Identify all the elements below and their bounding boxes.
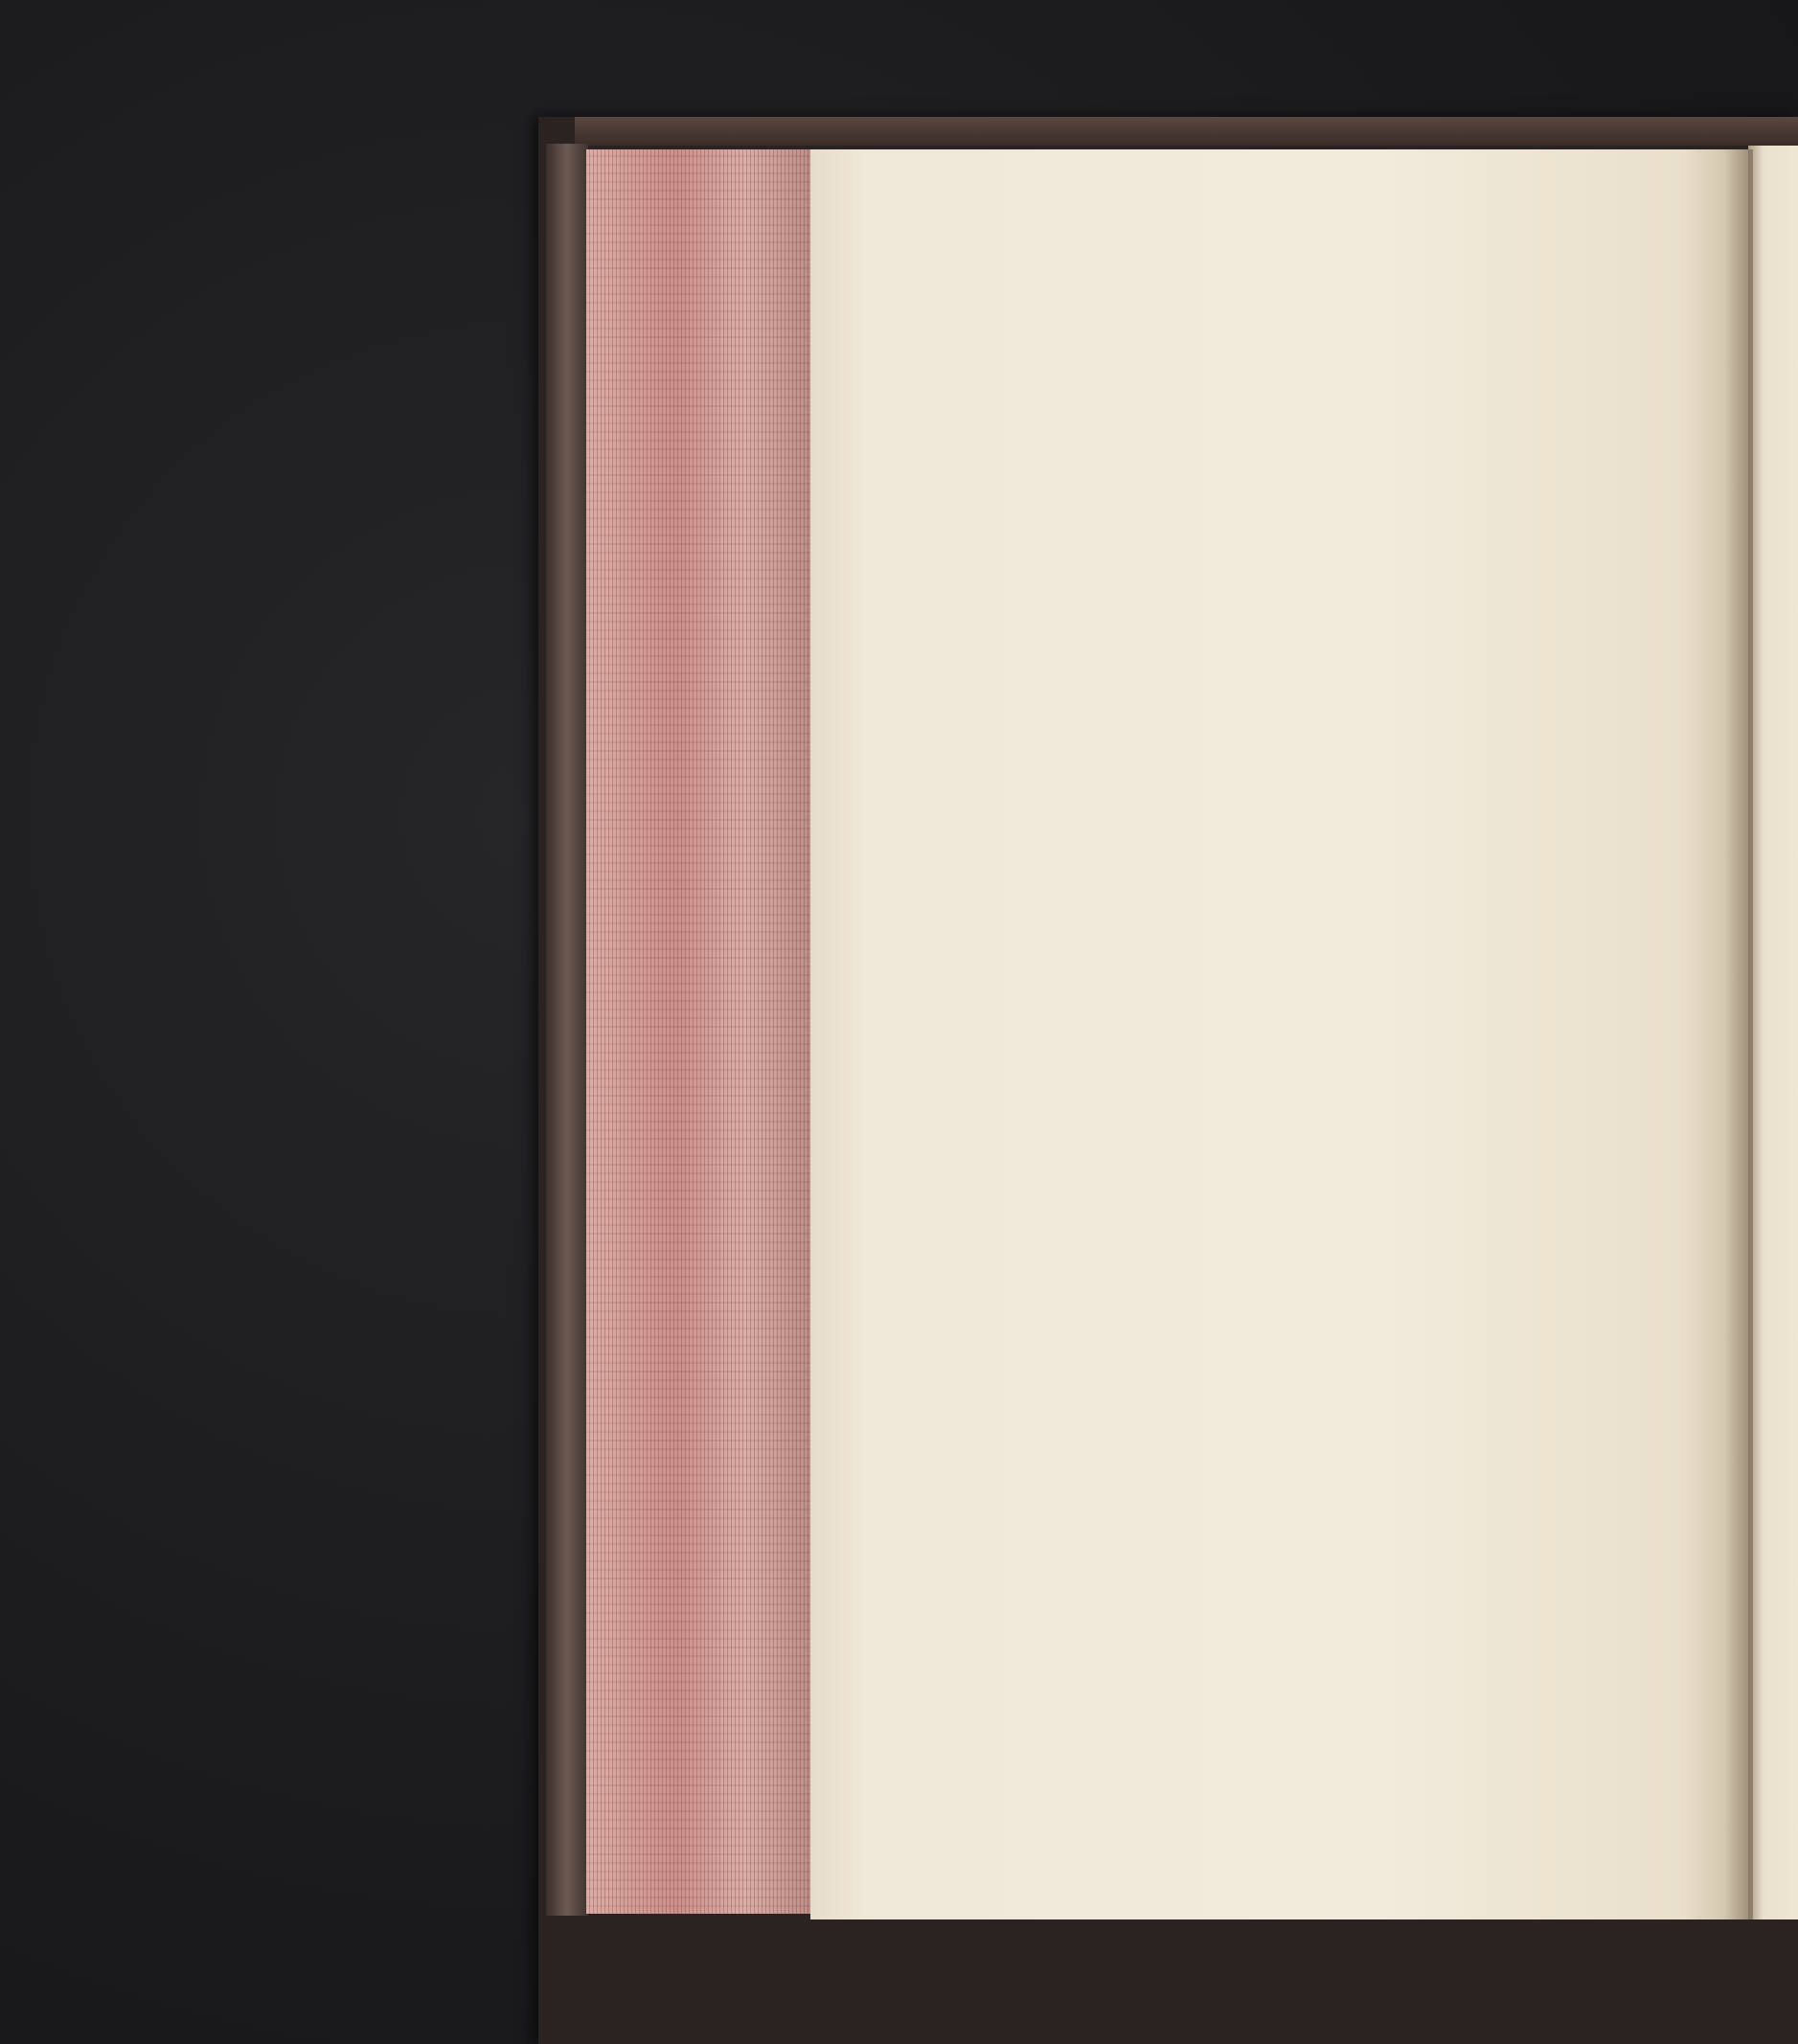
- page-block-fore-edge: [586, 149, 812, 1914]
- book-board-edge: [546, 144, 588, 1916]
- gutter-shadow: [1724, 149, 1753, 1919]
- book-cover-top-edge: [575, 117, 1798, 146]
- left-page: [810, 149, 1748, 1919]
- facing-page-text-fragments: [1763, 144, 1798, 1916]
- running-head: [918, 197, 1684, 249]
